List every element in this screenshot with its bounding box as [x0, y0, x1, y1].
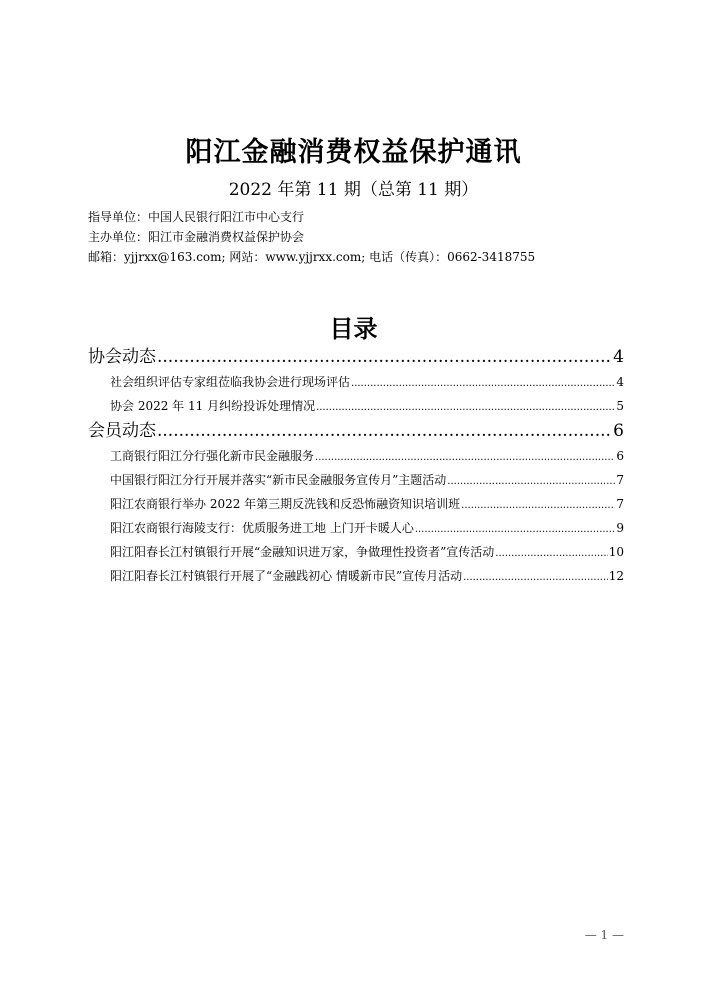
- toc-page-number: 9: [616, 521, 624, 535]
- toc-page-number: 7: [616, 473, 624, 487]
- toc-leader-dots: [495, 540, 607, 566]
- toc-item[interactable]: [88, 370, 624, 394]
- toc-section-label: 协会动态: [88, 347, 156, 367]
- toc-item[interactable]: [88, 516, 624, 540]
- toc-leader-dots: [463, 564, 608, 590]
- toc-leader-dots: [157, 344, 612, 370]
- toc-item[interactable]: [88, 564, 624, 588]
- toc-item[interactable]: [88, 492, 624, 516]
- toc-item[interactable]: [88, 394, 624, 418]
- toc-item-label: 阳江农商银行举办 2022 年第三期反洗钱和反恐怖融资知识培训班: [110, 497, 461, 511]
- toc-item[interactable]: [88, 444, 624, 468]
- toc-item-label: 工商银行阳江分行强化新市民金融服务: [110, 449, 315, 463]
- guide-unit: 指导单位：中国人民银行阳江市中心支行: [88, 210, 305, 224]
- toc-leader-dots: [351, 370, 615, 396]
- toc-page-number: 12: [608, 569, 624, 583]
- toc-page-number: 7: [616, 497, 624, 511]
- toc-item[interactable]: [88, 468, 624, 492]
- toc-page-number: 10: [608, 545, 624, 559]
- toc-item-label: 阳江农商银行海陵支行：优质服务进工地 上门开卡暖人心: [110, 521, 414, 535]
- toc-item-label: 阳江阳春长江村镇银行开展“金融知识进万家，争做理性投资者”宣传活动: [110, 545, 495, 559]
- toc-item-label: 中国银行阳江分行开展并落实“新市民金融服务宣传月”主题活动: [110, 473, 447, 487]
- contact-info: 邮箱：yjjrxx@163.com; 网站：www.yjjrxx.com; 电话（传真）：0662-3418755: [88, 250, 536, 264]
- table-of-contents: [88, 344, 624, 588]
- host-unit: 主办单位：阳江市金融消费权益保护协会: [88, 230, 305, 244]
- toc-page-number: 4: [616, 375, 624, 389]
- toc-page-number: 6: [616, 449, 624, 463]
- issue-number: 2022 年第 11 期（总第 11 期）: [228, 180, 479, 200]
- toc-section-label: 会员动态: [88, 421, 156, 441]
- toc-item[interactable]: [88, 540, 624, 564]
- toc-leader-dots: [447, 468, 615, 494]
- page-footer-number: — 1 —: [584, 928, 624, 942]
- toc-section-member-news[interactable]: [88, 418, 624, 444]
- toc-leader-dots: [415, 516, 616, 542]
- toc-item-label: 社会组织评估专家组莅临我协会进行现场评估: [110, 375, 351, 389]
- toc-page-number: 6: [613, 421, 624, 441]
- toc-leader-dots: [461, 492, 615, 518]
- toc-title: 目录: [329, 315, 378, 343]
- newsletter-title: 阳江金融消费权益保护通讯: [185, 137, 522, 168]
- toc-leader-dots: [157, 418, 612, 444]
- toc-item-label: 协会 2022 年 11 月纠纷投诉处理情况: [110, 399, 316, 413]
- toc-section-association-news[interactable]: [88, 344, 624, 370]
- toc-page-number: 5: [616, 399, 624, 413]
- toc-item-label: 阳江阳春长江村镇银行开展了“金融践初心 情暖新市民”宣传月活动: [110, 569, 463, 583]
- toc-leader-dots: [315, 444, 615, 470]
- toc-page-number: 4: [613, 347, 624, 367]
- toc-leader-dots: [316, 394, 615, 420]
